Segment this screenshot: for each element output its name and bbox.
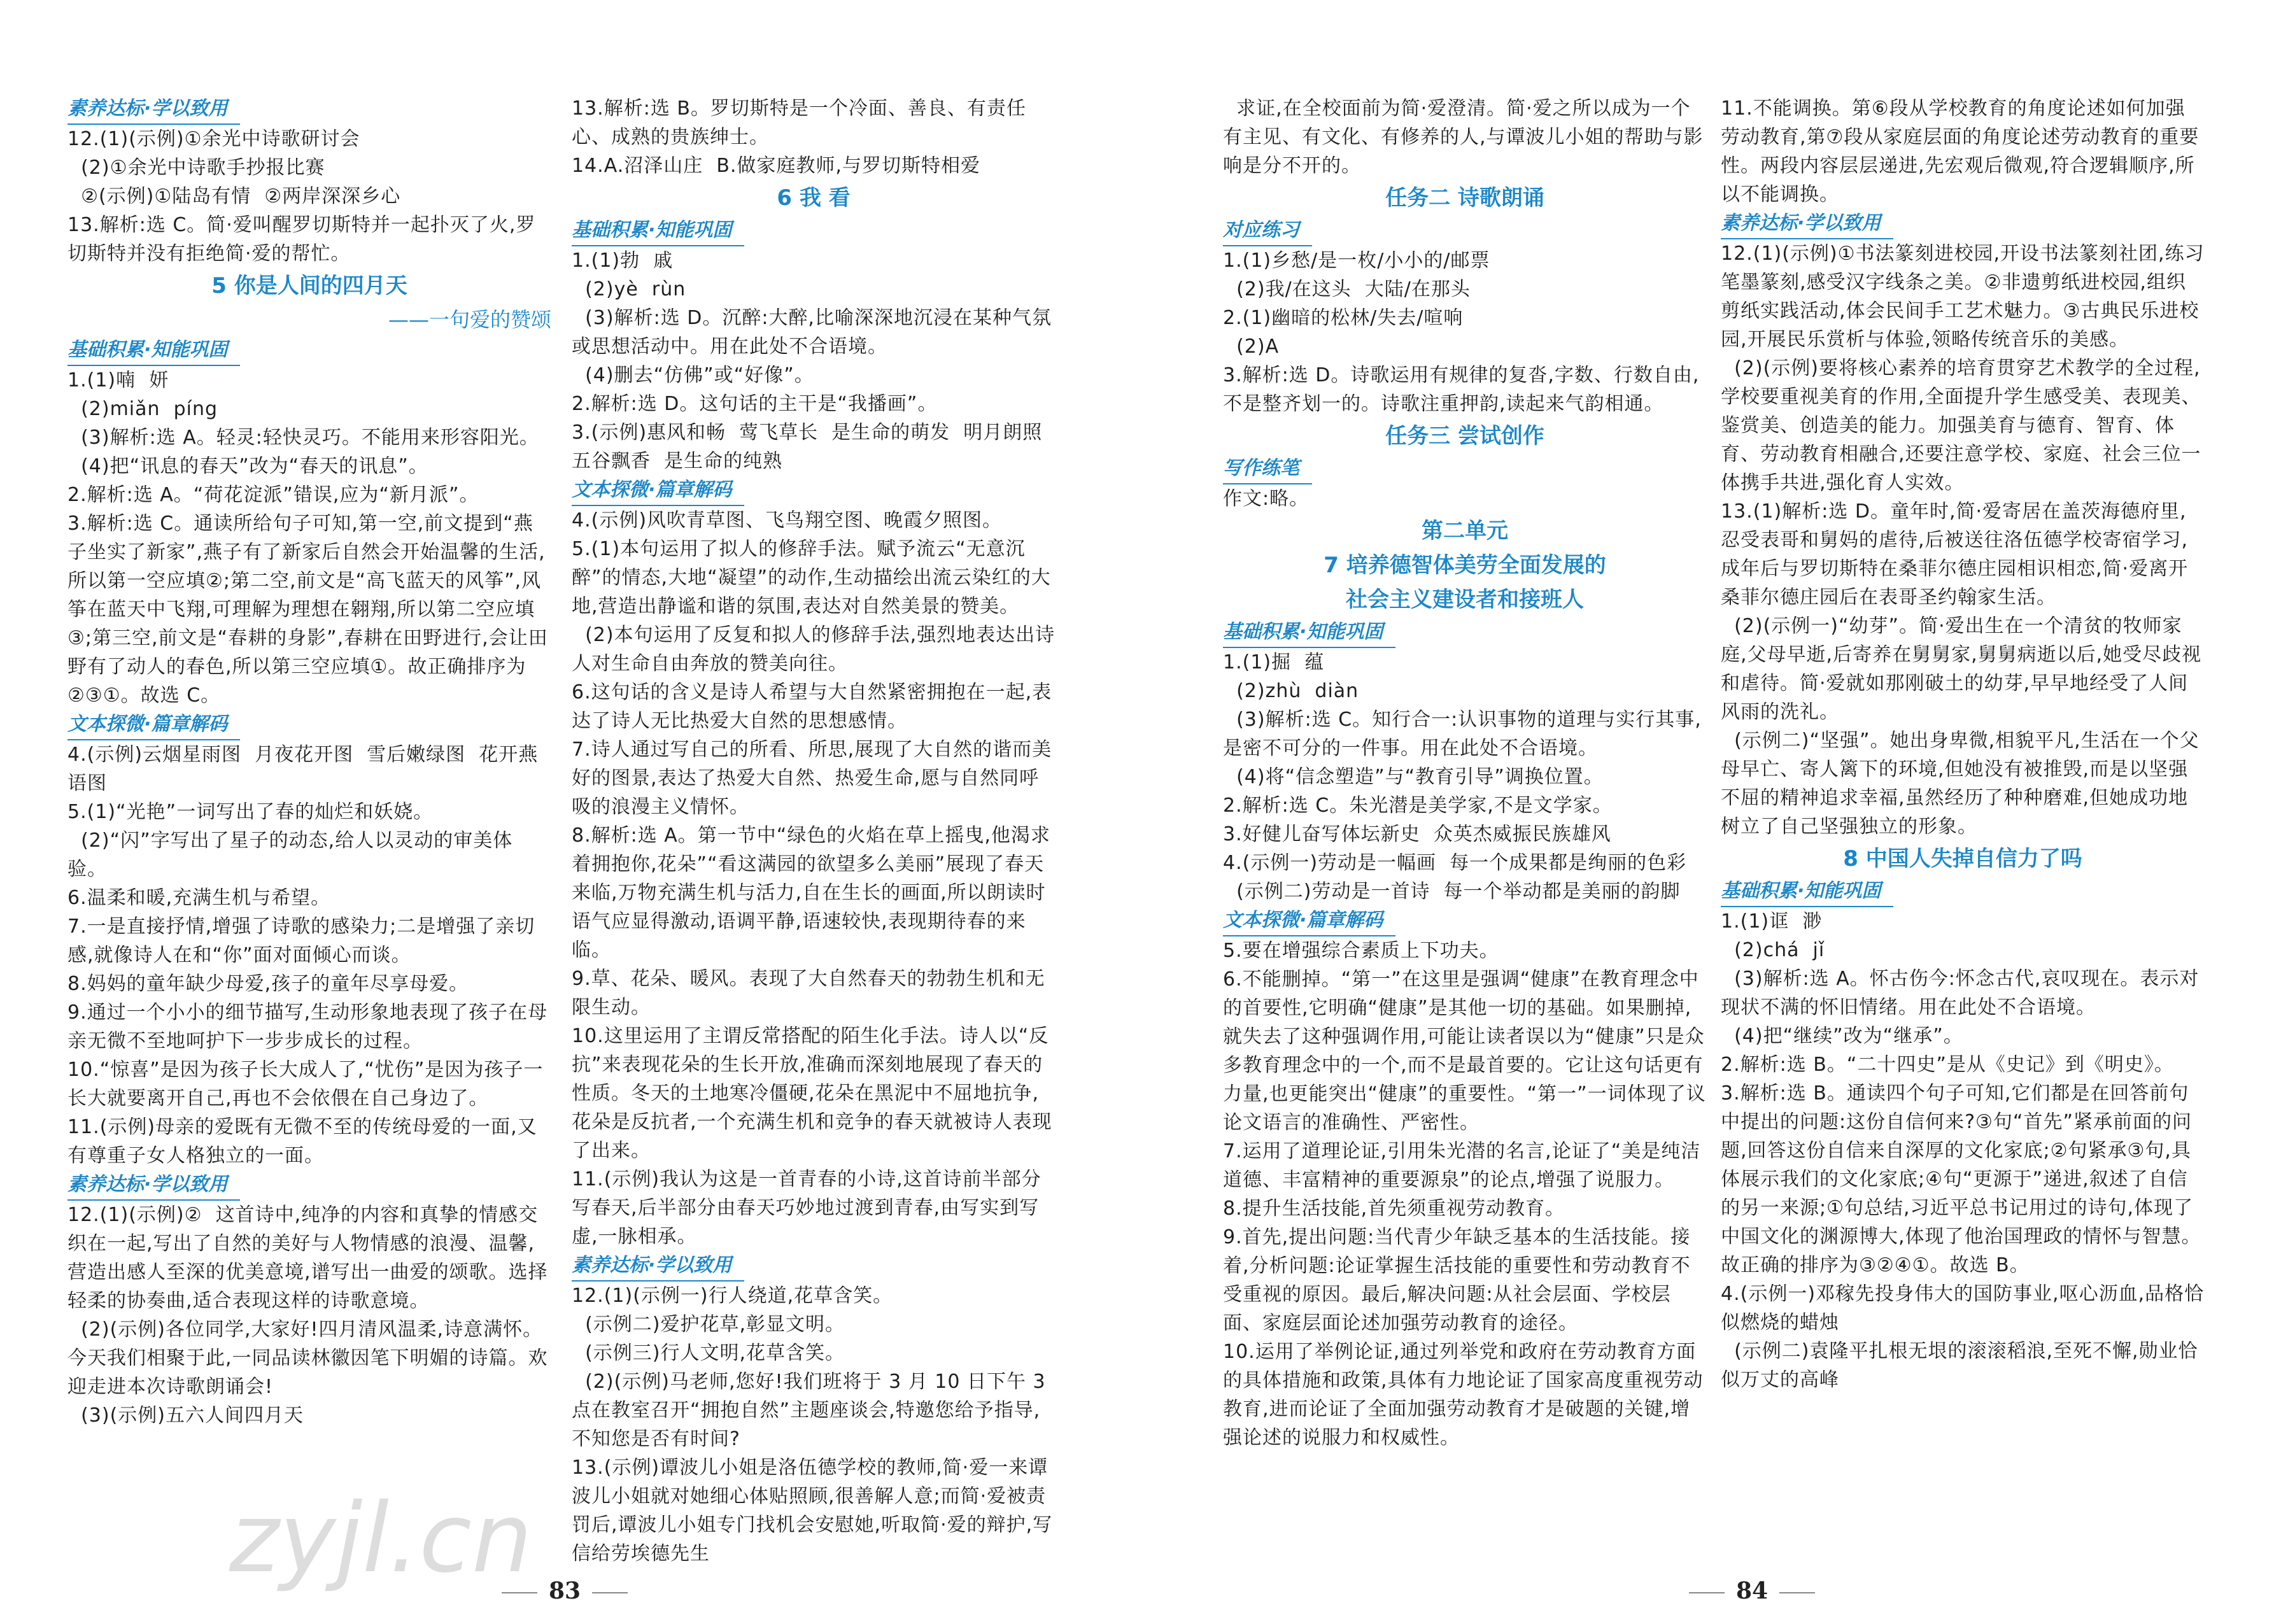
section-header: 对应练习 [1223,216,1312,246]
lesson-title: 任务二 诗歌朗诵 [1385,185,1544,211]
answer-line: 5.要在增强综合素质上下功夫。 [1223,940,1499,962]
answer-line: (2)(示例)各位同学,大家好!四月清风温柔,诗意满怀。今天我们相聚于此,一同品读林徽因笔下明媚的诗篇。欢迎走进本次诗歌朗诵会! [67,1318,548,1398]
answer-line: (2)本句运用了反复和拟人的修辞手法,强烈地表达出诗人对生命自由奔放的赞美向往。 [572,624,1056,675]
answer-line: 1.(1)乡愁/是一枚/小小的/邮票 [1223,250,1490,272]
answer-line: 7.一是直接抒情,增强了诗歌的感染力;二是增强了亲切感,就像诗人在和“你”面对面倾心而谈。 [67,915,535,966]
section-header: 基础积累·知能巩固 [1223,618,1395,648]
answer-line: 8.提升生活技能,首先须重视劳动教育。 [1223,1197,1565,1220]
answer-line: (示例二)袁隆平扎根无垠的滚滚稻浪,至死不懈,勋业恰似万丈的高峰 [1721,1340,2198,1391]
answer-line: 6.温柔和暖,充满生机与希望。 [67,887,331,909]
answer-line: 3.解析:选 D。诗歌运用有规律的复沓,字数、行数自由,不是整齐划一的。诗歌注重押韵,读起来气韵相通。 [1223,364,1700,415]
answer-line: (2)miǎn píng [67,398,218,420]
answer-line: (3)解析:选 D。沉醉:大醉,比喻深深地沉浸在某种气氛或思想活动中。用在此处不合语境。 [572,307,1052,358]
answer-line: (2)zhù diàn [1223,680,1359,702]
answer-line: 2.解析:选 A。“荷花淀派”错误,应为“新月派”。 [67,484,479,506]
lesson-title: 社会主义建设者和接班人 [1346,587,1584,612]
answer-line: 8.解析:选 A。第一节中“绿色的火焰在草上摇曳,他渴求着拥抱你,花朵”“看这满园的欲望多么美丽”展现了春天来临,万物充满生机与活力,自在生长的画面,所以朗读时语气应显得激动,语调平静,语速较快,表现期待春的来临。 [572,824,1050,961]
answer-line: 13.解析:选 C。简·爱叫醒罗切斯特并一起扑灭了火,罗切斯特并没有拒绝简·爱的帮忙。 [67,214,536,265]
lesson-title: 8 中国人失掉自信力了吗 [1843,846,2082,872]
answer-line: 求证,在全校面前为简·爱澄清。简·爱之所以成为一个有主见、有文化、有修养的人,与谭波儿小姐的帮助与影响是分不开的。 [1223,97,1704,177]
answer-line: 6.不能删掉。“第一”在这里是强调“健康”在教育理念中的首要性,它明确“健康”是其他一切的基础。如果删掉,就失去了这种强调作用,可能让读者误以为“健康”只是众多教育理念中的一个,而不是最首要的。它让这句话更有力量,也更能突出“健康”的重要性。“第一”一词体现了议论文语言的准确性、严密性。 [1223,968,1706,1134]
answer-line: 3.好健儿奋写体坛新史 众英杰威振民族雄风 [1223,823,1611,845]
page-number-right: 84 [1677,1578,1826,1604]
answer-line: (3)解析:选 A。轻灵:轻快灵巧。不能用来形容阳光。 [67,427,539,449]
answer-line: 1.(1)诓 渺 [1721,910,1823,933]
answer-line: (2)A [1223,335,1280,358]
lesson-title: 任务三 尝试创作 [1385,423,1544,449]
answer-line: (2)我/在这头 大陆/在那头 [1223,278,1471,300]
section-header: 文本探微·篇章解码 [572,476,744,506]
answer-line: (示例二)爱护花草,彰显文明。 [572,1313,845,1336]
answer-line: (2)chá jǐ [1721,939,1825,961]
answer-line: 12.(1)(示例一)行人绕道,花草含笑。 [572,1285,893,1307]
answer-line: (示例二)“坚强”。她出身卑微,相貌平凡,生活在一个父母早亡、寄人篱下的环境,但她没有被推毁,而是以坚强不屈的精神追求幸福,虽然经历了种种磨难,但她成功地树立了自己坚强独立的形象。 [1721,730,2200,838]
answer-line: 12.(1)(示例)①书法篆刻进校园,开设书法篆刻社团,练习笔墨篆刻,感受汉字线条之美。②非遗剪纸进校园,组织剪纸实践活动,体会民间手工艺术魅力。③古典民乐进校园,开展民乐赏析与体验,领略传统音乐的美感。 [1721,243,2205,351]
answer-line: 2.(1)幽暗的松林/失去/喧响 [1223,307,1464,329]
section-header: 基础积累·知能巩固 [1721,877,1893,907]
answer-line: 4.(示例一)劳动是一幅画 每一个成果都是绚丽的色彩 [1223,852,1687,874]
section-header: 文本探微·篇章解码 [1223,906,1395,936]
answer-line: 2.解析:选 C。朱光潜是美学家,不是文学家。 [1223,794,1613,817]
answer-line: (4)删去“仿佛”或“好像”。 [572,364,814,386]
answer-line: 12.(1)(示例)①余光中诗歌研讨会 [67,128,360,150]
right-column-2 [1721,94,2205,1394]
left-column-1 [67,94,551,1430]
answer-line: (4)把“讯息的春天”改为“春天的讯息”。 [67,455,428,477]
answer-line: (4)将“信念塑造”与“教育引导”调换位置。 [1223,766,1604,788]
answer-line: 12.(1)(示例)② 这首诗中,纯净的内容和真挚的情感交织在一起,写出了自然的美好与人物情感的浪漫、温馨,营造出感人至深的优美意境,谱写出一曲爱的颂歌。选择轻柔的协奏曲,适合表现这样的诗歌意境。 [67,1204,548,1312]
answer-line: (3)(示例)五六人间四月天 [67,1404,304,1427]
lesson-title: 5 你是人间的四月天 [211,273,407,299]
answer-line: 3.解析:选 C。通读所给句子可知,第一空,前文提到“燕子坐实了新家”,燕子有了新家后自然会开始温馨的生活,所以第一空应填②;第二空,前文是“高飞蓝天的风筝”,风筝在蓝天中飞翔,可理解为理想在翱翔,所以第二空应填③;第三空,前文是“春耕的身影”,春耕在田野进行,会让田野有了动人的春色,所以第三空应填①。故正确排序为②③①。故选 C。 [67,512,548,707]
answer-line: 3.(示例)惠风和畅 莺飞草长 是生命的萌发 明月朗照 五谷飘香 是生命的纯熟 [572,421,1056,472]
answer-line: 8.妈妈的童年缺少母爱,孩子的童年尽享母爱。 [67,973,469,995]
section-header: 素养达标·学以致用 [572,1251,744,1282]
answer-line: 13.(1)解析:选 D。童年时,简·爱寄居在盖茨海德府里,忍受表哥和舅妈的虐待,后被送往洛伍德学校寄宿学习,成年后与罗切斯特在桑菲尔德庄园相识相恋,简·爱离开桑菲尔德庄园后在表哥圣约翰家生活。 [1721,500,2189,609]
answer-line: (2)yè rùn [572,278,686,300]
right-page [1149,0,2295,1624]
answer-line: (2)(示例)马老师,您好!我们班将于 3 月 10 日下午 3 点在教室召开“拥抱自然”主题座谈会,特邀您给予指导,不知您是否有时间? [572,1371,1053,1450]
watermark: zyjl.cn [229,1483,533,1594]
answer-line: 9.草、花朵、暖风。表现了大自然春天的勃勃生机和无限生动。 [572,968,1045,1019]
answer-line: 4.(示例)云烟星雨图 月夜花开图 雪后嫩绿图 花开燕语图 [67,744,539,794]
section-header: 素养达标·学以致用 [67,94,240,125]
answer-line: 10.这里运用了主谓反常搭配的陌生化手法。诗人以“反抗”来表现花朵的生长开放,准确而深刻地展现了春天的性质。冬天的土地寒冷僵硬,花朵在黑泥中不屈地抗争,花朵是反抗者,一个充满生机和竞争的春天就被诗人表现了出来。 [572,1025,1052,1162]
answer-line: (4)把“继续”改为“继承”。 [1721,1025,1963,1047]
lesson-title: 7 培养德智体美劳全面发展的 [1324,553,1606,578]
left-page [0,0,1146,1624]
answer-line: 1.(1)掘 蕴 [1223,651,1325,674]
answer-line: 6.这句话的含义是诗人希望与大自然紧密拥抱在一起,表达了诗人无比热爱大自然的思想感情。 [572,681,1052,732]
right-column-1 [1223,94,1707,1452]
answer-line: 11.(示例)我认为这是一首青春的小诗,这首诗前半部分写春天,后半部分由春天巧妙地过渡到青春,由写实到写虚,一脉相承。 [572,1168,1042,1248]
answer-line: (示例二)劳动是一首诗 每一个举动都是美丽的韵脚 [1223,880,1681,903]
answer-line: 9.首先,提出问题:当代青少年缺乏基本的生活技能。接着,分析问题:论证掌握生活技能的重要性和劳动教育不受重视的原因。最后,解决问题:从社会层面、学校层面、家庭层面论述加强劳动教育的途径。 [1223,1226,1691,1334]
answer-line: 4.(示例)风吹青草图、飞鸟翔空图、晚霞夕照图。 [572,509,1003,532]
answer-line: 5.(1)本句运用了拟人的修辞手法。赋予流云“无意沉醉”的情态,大地“凝望”的动作,生动描绘出流云染红的大地,营造出静谧和谐的氛围,表达对自然美景的赞美。 [572,538,1051,618]
section-header: 文本探微·篇章解码 [67,710,240,740]
answer-line: (3)解析:选 C。知行合一:认识事物的道理与实行其事,是密不可分的一件事。用在此处不合语境。 [1223,709,1702,759]
answer-line: 5.(1)“光艳”一词写出了春的灿烂和妖娆。 [67,801,434,823]
answer-line: (2)(示例)要将核心素养的培育贯穿艺术教学的全过程,学校要重视美育的作用,全面提升学生感受美、表现美、鉴赏美、创造美的能力。加强美育与德育、智育、体育、劳动教育相融合,还要注意学校、家庭、社会三位一体携手共进,强化育人实效。 [1721,357,2201,494]
answer-line: 10.运用了举例论证,通过列举党和政府在劳动教育方面的具体措施和政策,具体有力地论证了国家高度重视劳动教育,进而论证了全面加强劳动教育才是破题的关键,增强论述的说服力和权威性。 [1223,1341,1704,1449]
section-header: 基础积累·知能巩固 [67,335,240,366]
answer-line: (示例三)行人文明,花草含笑。 [572,1342,845,1364]
answer-line: 2.解析:选 B。“二十四史”是从《史记》到《明史》。 [1721,1054,2174,1076]
answer-line: 10.“惊喜”是因为孩子长大成人了,“忧伤”是因为孩子一长大就要离开自己,再也不会依偎在自己身边了。 [67,1059,544,1110]
section-header: 基础积累·知能巩固 [572,216,744,246]
answer-line: 13.(示例)谭波儿小姐是洛伍德学校的教师,简·爱一来谭波儿小姐就对她细心体贴照顾,很善解人意;而简·爱被责罚后,谭波儿小姐专门找机会安慰她,听取简·爱的辩护,写信给劳埃德先生 [572,1457,1053,1565]
answer-line: 3.解析:选 B。通读四个句子可知,它们都是在回答前句中提出的问题:这份自信何来?③句“首先”紧承前面的问题,回答这份自信来自深厚的文化家底;②句紧承③句,具体展示我们的文化家底;④句“更源于”递进,叙述了自信的另一来源;①句总结,习近平总书记用过的诗句,体现了中国文化的渊源博大,体现了他治国理政的情怀与智慧。故正确的排序为③②④①。故选 B。 [1721,1082,2201,1276]
answer-line: 9.通过一个小小的细节描写,生动形象地表现了孩子在母亲无微不至地呵护下一步步成长的过程。 [67,1001,548,1052]
answer-line: 7.诗人通过写自己的所看、所思,展现了大自然的谐而美好的图景,表达了热爱大自然、热爱生命,愿与自然同呼吸的浪漫主义情怀。 [572,738,1052,818]
answer-line: ②(示例)①陆岛有情 ②两岸深深乡心 [67,185,401,208]
page-number-left: 83 [490,1578,639,1604]
answer-line: 7.运用了道理论证,引用朱光潜的名言,论证了“美是纯洁道德、丰富精神的重要源泉”的论点,增强了说服力。 [1223,1140,1701,1191]
answer-line: 4.(示例一)邓稼先投身伟大的国防事业,呕心沥血,品格恰似燃烧的蜡烛 [1721,1283,2205,1334]
left-column-2 [572,94,1056,1568]
lesson-title: 6 我 看 [777,185,851,211]
section-header: 写作练笔 [1223,454,1312,484]
section-header: 素养达标·学以致用 [67,1170,240,1201]
answer-line: 2.解析:选 D。这句话的主干是“我播画”。 [572,393,938,415]
section-header: 素养达标·学以致用 [1721,209,1893,239]
answer-line: (3)解析:选 A。怀古伤今:怀念古代,哀叹现在。表示对现状不满的怀旧情绪。用在此处不合语境。 [1721,968,2200,1019]
answer-line: 1.(1)喃 妍 [67,369,169,392]
answer-line: 1.(1)勃 戚 [572,250,674,272]
answer-line: 11.(示例)母亲的爱既有无微不至的传统母爱的一面,又有尊重子女人格独立的一面。 [67,1116,537,1167]
answer-line: 作文:略。 [1223,488,1310,510]
answer-line: 13.解析:选 B。罗切斯特是一个冷面、善良、有责任心、成熟的贵族绅士。 [572,97,1026,148]
answer-line: 11.不能调换。第⑥段从学校教育的角度论述如何加强劳动教育,第⑦段从家庭层面的角度论述劳动教育的重要性。两段内容层层递进,先宏观后微观,符合逻辑顺序,所以不能调换。 [1721,97,2200,206]
answer-line: (2)(示例一)“幼芽”。简·爱出生在一个清贫的牧师家庭,父母早逝,后寄养在舅舅家,舅舅病逝以后,她受尽歧视和虐待。简·爱就如那刚破土的幼芽,早早地经受了人间风雨的洗礼。 [1721,615,2202,723]
lesson-subtitle: ——一句爱的赞颂 [388,307,551,332]
lesson-title: 第二单元 [1422,518,1508,544]
answer-line: (2)①余光中诗歌手抄报比赛 [67,157,325,179]
answer-line: (2)“闪”字写出了星子的动态,给人以灵动的审美体验。 [67,830,513,880]
answer-line: 14.A.沼泽山庄 B.做家庭教师,与罗切斯特相爱 [572,155,980,177]
